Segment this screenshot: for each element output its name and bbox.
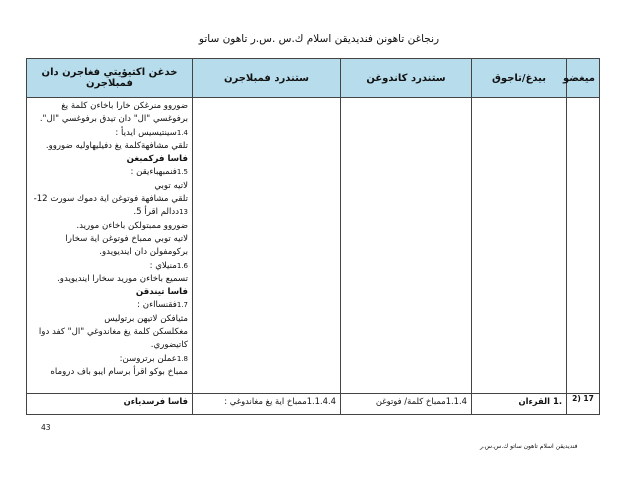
- activity-line: [31, 180, 188, 193]
- activity-line-text: فقنسااءن :: [137, 300, 177, 311]
- activity-line-text: سينتيسيس ايديأ :: [115, 127, 177, 138]
- activity-line: [31, 153, 188, 166]
- activity-line: [31, 193, 188, 206]
- topic-title: القرءان: [518, 396, 551, 406]
- activity-line-text: ضوروو ممبتولكن باخاءن موريد.: [76, 220, 188, 231]
- cell-topic: [472, 394, 567, 415]
- activity-line: [31, 206, 188, 219]
- activity-line-text: برفوغسي "ال" دان تيدق برفوغسي "ال".: [39, 114, 188, 125]
- cell-week-number: 17 (2: [567, 394, 600, 415]
- activity-line: [31, 299, 188, 312]
- activity-step-number: 1.6: [176, 261, 188, 270]
- document-title: رنجاغن تاهونن فنديديقن اسلام ك.س .س.ر تاهون ساتو: [198, 33, 440, 45]
- lesson-plan-table: [26, 58, 600, 415]
- activity-step-number: 1.4: [176, 128, 188, 137]
- activity-line-text: بركومفولن دان اينديويدو.: [99, 247, 188, 258]
- activity-list: [31, 100, 188, 379]
- header-learning-standard: ستندرد فمبلاجرن: [193, 59, 341, 98]
- table-row-activities: [27, 98, 600, 394]
- activity-line-text: مثيافكن لاتيهن برتوليس: [104, 313, 188, 324]
- activity-line-text: فاسا فركمبغن: [126, 154, 188, 165]
- activity-line: [31, 113, 188, 126]
- activity-line: [31, 339, 188, 352]
- table-header-row: [27, 59, 600, 98]
- activities-cell: [27, 98, 193, 394]
- header-content-standard: ستندرد كاندوغن: [341, 59, 472, 98]
- activity-line-text: فاسا تيندقن: [135, 287, 188, 298]
- activity-line: [31, 286, 188, 299]
- header-activities: خدغن اكتيؤيتي فغاجرن دان فمبلاجرن: [27, 59, 193, 98]
- table-row-quran: [27, 394, 600, 415]
- activity-line: [31, 273, 188, 286]
- activity-line: [31, 246, 188, 259]
- activity-line-text: تلقي مشافهةكلمة يغ دفيليهاوليه ضوروو.: [45, 140, 188, 151]
- header-topic: بيدغ/تاجوق: [472, 59, 567, 98]
- activity-line: [31, 140, 188, 153]
- activity-line: [31, 366, 188, 379]
- cell-week-empty: [567, 98, 600, 394]
- activity-line-text: كاتيضوري.: [150, 340, 188, 351]
- cell-content-standard: 1.1.4ممباخ كلمة/ فوتوغن: [341, 394, 472, 415]
- activity-step-number: 1.5: [176, 168, 188, 177]
- page-number: 43: [41, 423, 51, 432]
- activity-line-text: تلقي مشافهة فوتوغن اية دموك سورت 12-: [33, 194, 188, 205]
- activity-line: [31, 127, 188, 140]
- activity-line-text: لاتيه توبي ممباخ فوتوغن اية سخارا: [65, 233, 188, 244]
- activity-line: [31, 100, 188, 113]
- activity-line-text: لاتيه توبي: [154, 180, 188, 191]
- cell-content-empty: [341, 98, 472, 394]
- activity-line-text: عملن برتروسن:: [119, 353, 177, 364]
- activity-line: [31, 233, 188, 246]
- activity-line-text: ممباخ بوكو اقرأ برسام ايبو باف دروماه: [50, 366, 188, 377]
- activity-line-text: مغكلسكن كلمة يغ مغاندوغي "ال" كفد دوا: [38, 327, 188, 338]
- activity-step-number: 13: [179, 208, 188, 217]
- footer-text: فنديديقن اسلام تاهون ساتو ك.س.س.ر: [480, 443, 578, 450]
- activity-line: [31, 313, 188, 326]
- header-week: ميغضو: [567, 59, 600, 98]
- activity-line: [31, 260, 188, 273]
- cell-learning-empty: [193, 98, 341, 394]
- activity-step-number: 1.7: [176, 301, 188, 310]
- activity-line: [31, 166, 188, 179]
- cell-topic-empty: [472, 98, 567, 394]
- activity-line-text: ضوروو منرغكن خارا باخاءن كلمة يغ: [61, 101, 188, 111]
- activity-line-text: فنمبهباءيقن :: [130, 167, 177, 178]
- activity-line: [31, 220, 188, 233]
- activity-line-text: تسميع باخاءن موريد سخارا اينديويدو.: [57, 273, 188, 284]
- activity-step-number: 1.8: [176, 354, 188, 363]
- cell-activities-phase: فاسا فرسدياءن: [27, 394, 193, 415]
- activity-line: [31, 353, 188, 366]
- activity-line-text: ددالم اقرأ 5.: [133, 207, 180, 218]
- activity-line-text: منيلاي :: [149, 260, 177, 271]
- activity-line: [31, 326, 188, 339]
- topic-number: .1: [552, 396, 562, 406]
- cell-learning-standard: 1.1.4.4ممباخ اية يغ مغاندوغي :: [193, 394, 341, 415]
